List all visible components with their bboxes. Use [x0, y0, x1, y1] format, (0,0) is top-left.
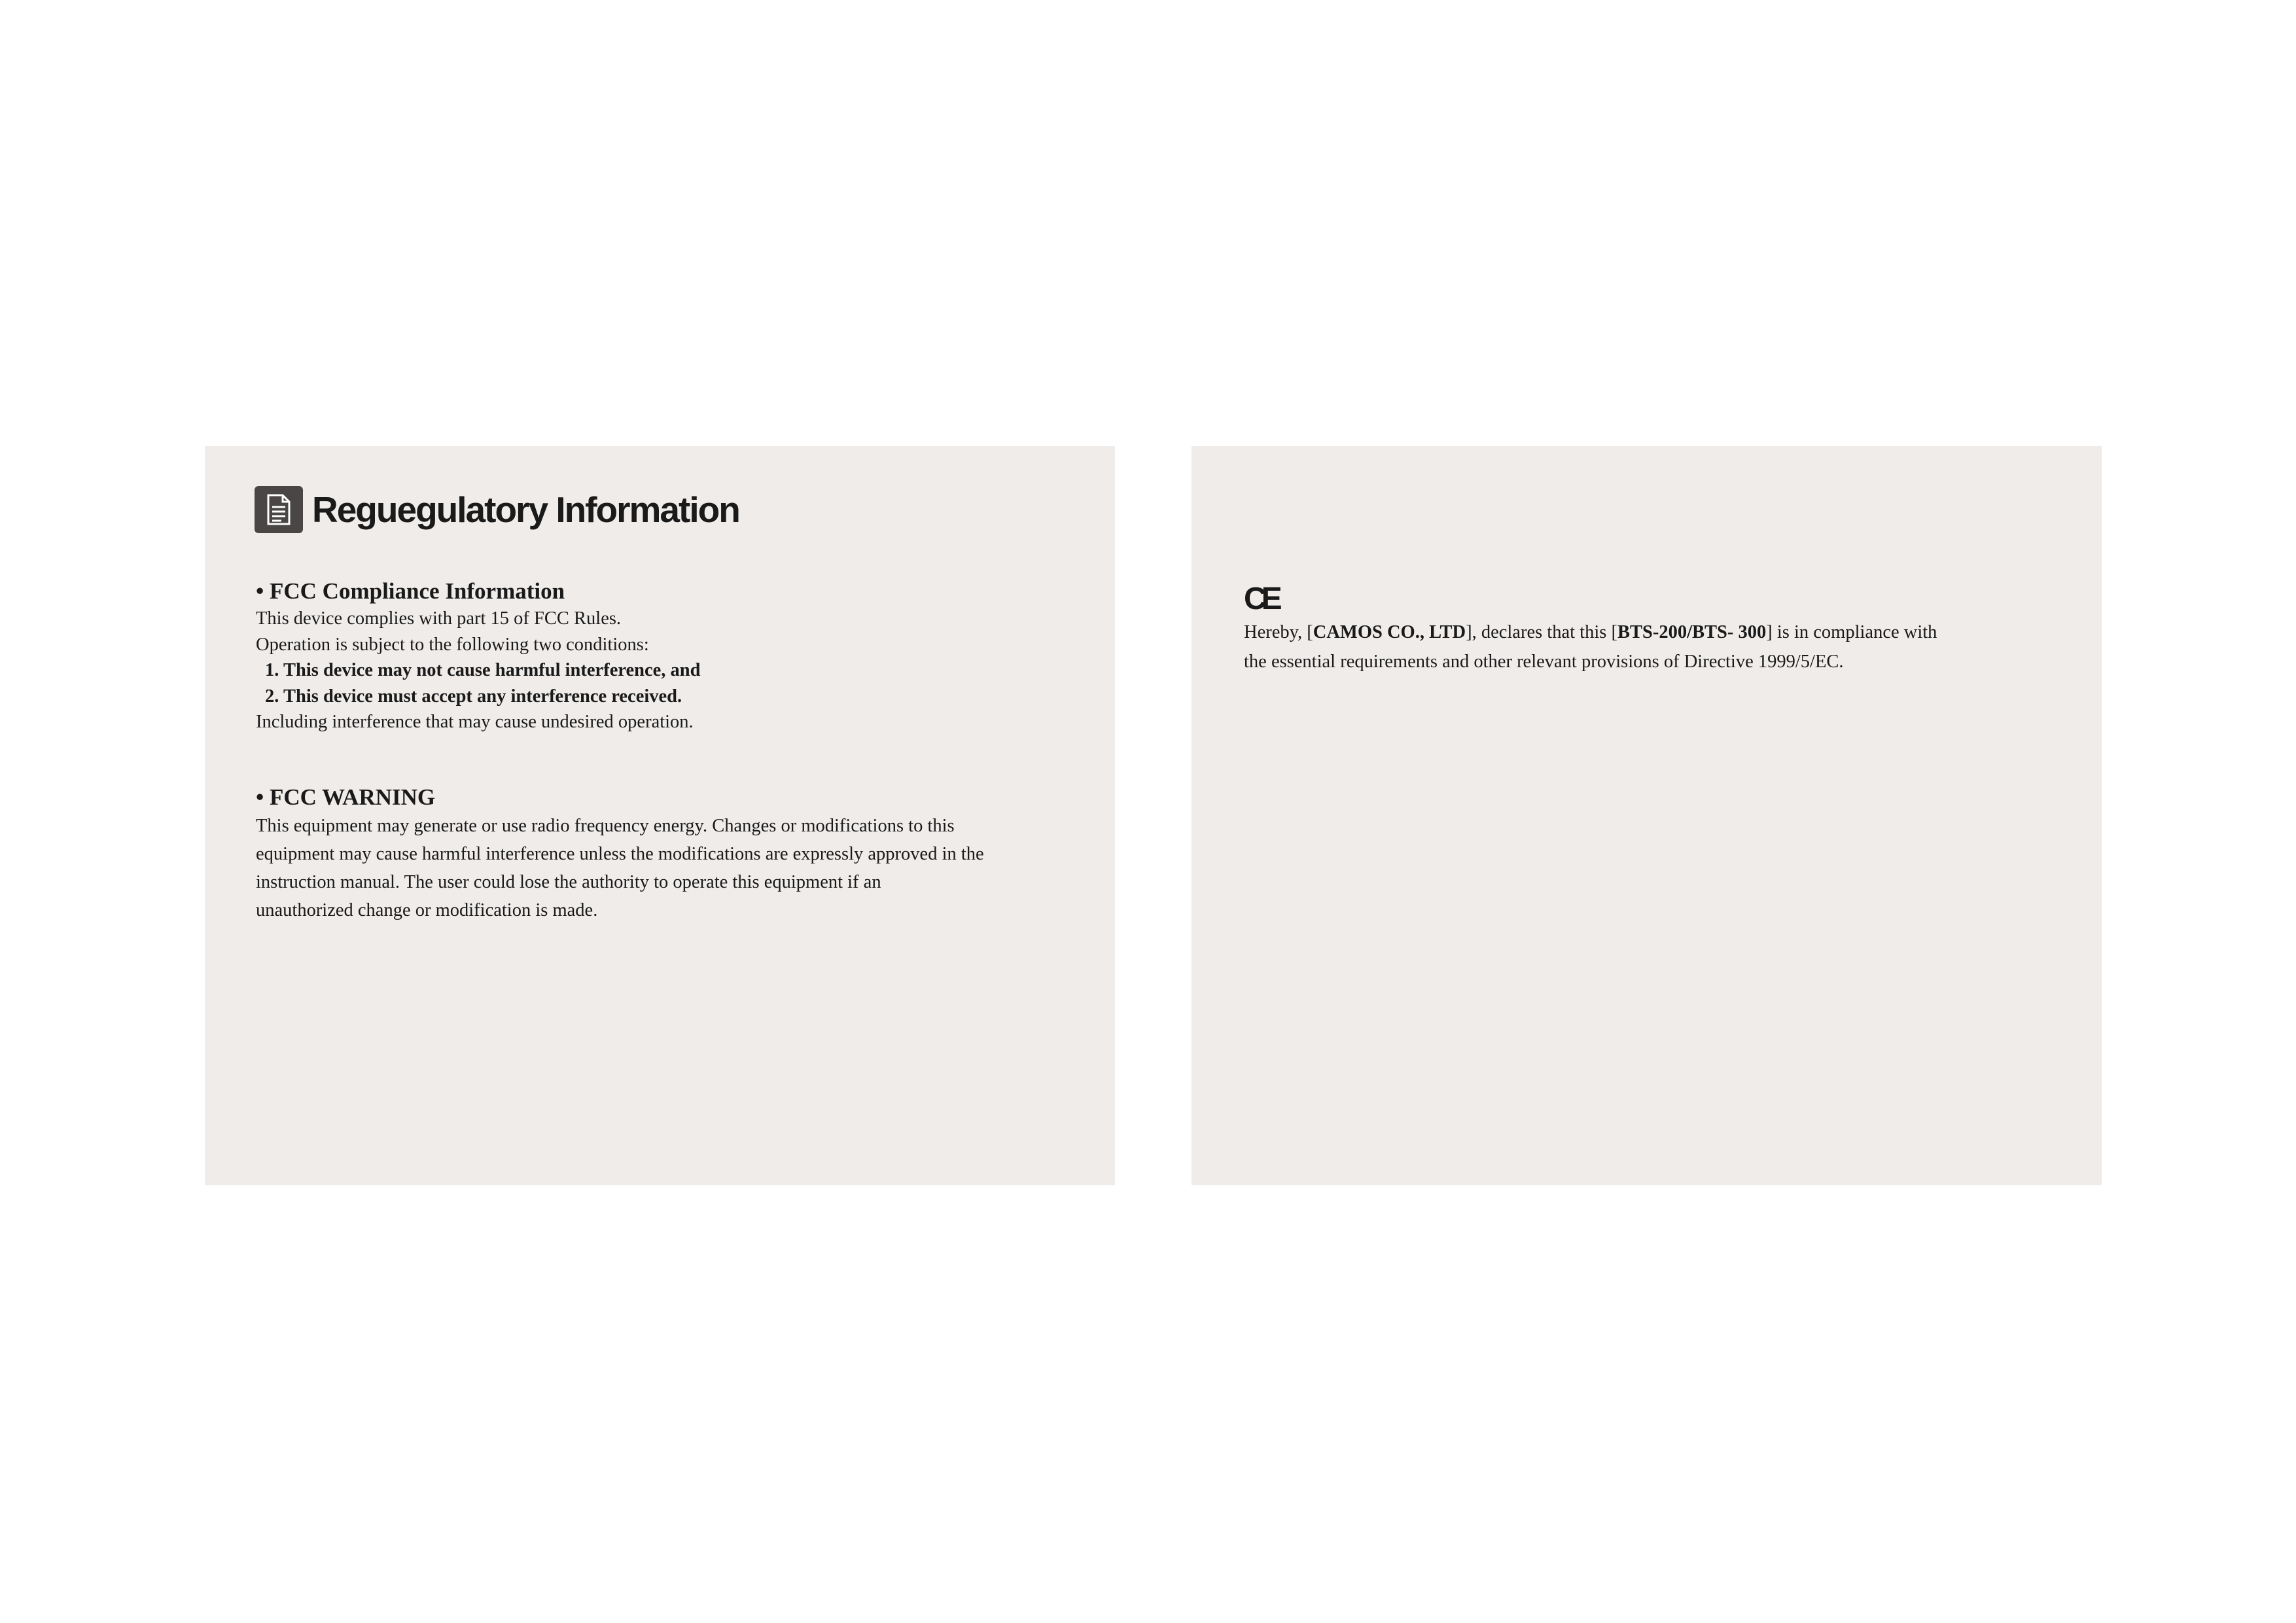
warning-line: instruction manual. The user could lose the authority to operate this equipment if an	[256, 872, 881, 892]
condition-2: 2. This device must accept any interference received.	[265, 686, 682, 707]
compliance-line: Operation is subject to the following two conditions:	[256, 634, 649, 655]
ce-declaration	[1244, 618, 2068, 676]
company-name: CAMOS CO., LTD	[1313, 622, 1466, 642]
model-numbers: BTS-200/BTS- 300	[1617, 622, 1767, 642]
fcc-warning-section	[256, 783, 1080, 924]
compliance-line: This device complies with part 15 of FCC Rules.	[256, 608, 622, 629]
page-heading	[255, 485, 739, 534]
condition-1: 1. This device may not cause harmful interference, and	[265, 660, 701, 680]
warning-line: unauthorized change or modification is made.	[256, 900, 598, 920]
fcc-compliance-heading: • FCC Compliance Information	[256, 578, 565, 604]
left-page-panel	[205, 446, 1115, 1185]
declaration-suffix: ] is in compliance with	[1766, 622, 1937, 642]
fcc-compliance-section	[256, 577, 1080, 735]
warning-line: equipment may cause harmful interference unless the modifications are expressly approved in the	[256, 844, 984, 864]
warning-line: This equipment may generate or use radio frequency energy. Changes or modifications to this	[256, 816, 955, 836]
fcc-warning-heading: • FCC WARNING	[256, 784, 436, 810]
right-page-panel	[1192, 446, 2102, 1185]
declaration-middle: ], declares that this [	[1466, 622, 1617, 642]
declaration-line-1	[1244, 618, 2068, 647]
page-title: Reguegulatory Information	[312, 489, 739, 530]
fcc-warning-text	[256, 812, 1080, 924]
declaration-line-2: the essential requirements and other relevant provisions of Directive 1999/5/EC.	[1244, 652, 1844, 672]
document-icon	[255, 486, 303, 533]
compliance-line: Including interference that may cause undesired operation.	[256, 712, 694, 732]
declaration-prefix: Hereby, [	[1244, 622, 1313, 642]
ce-mark-icon: CE	[1244, 582, 1277, 616]
